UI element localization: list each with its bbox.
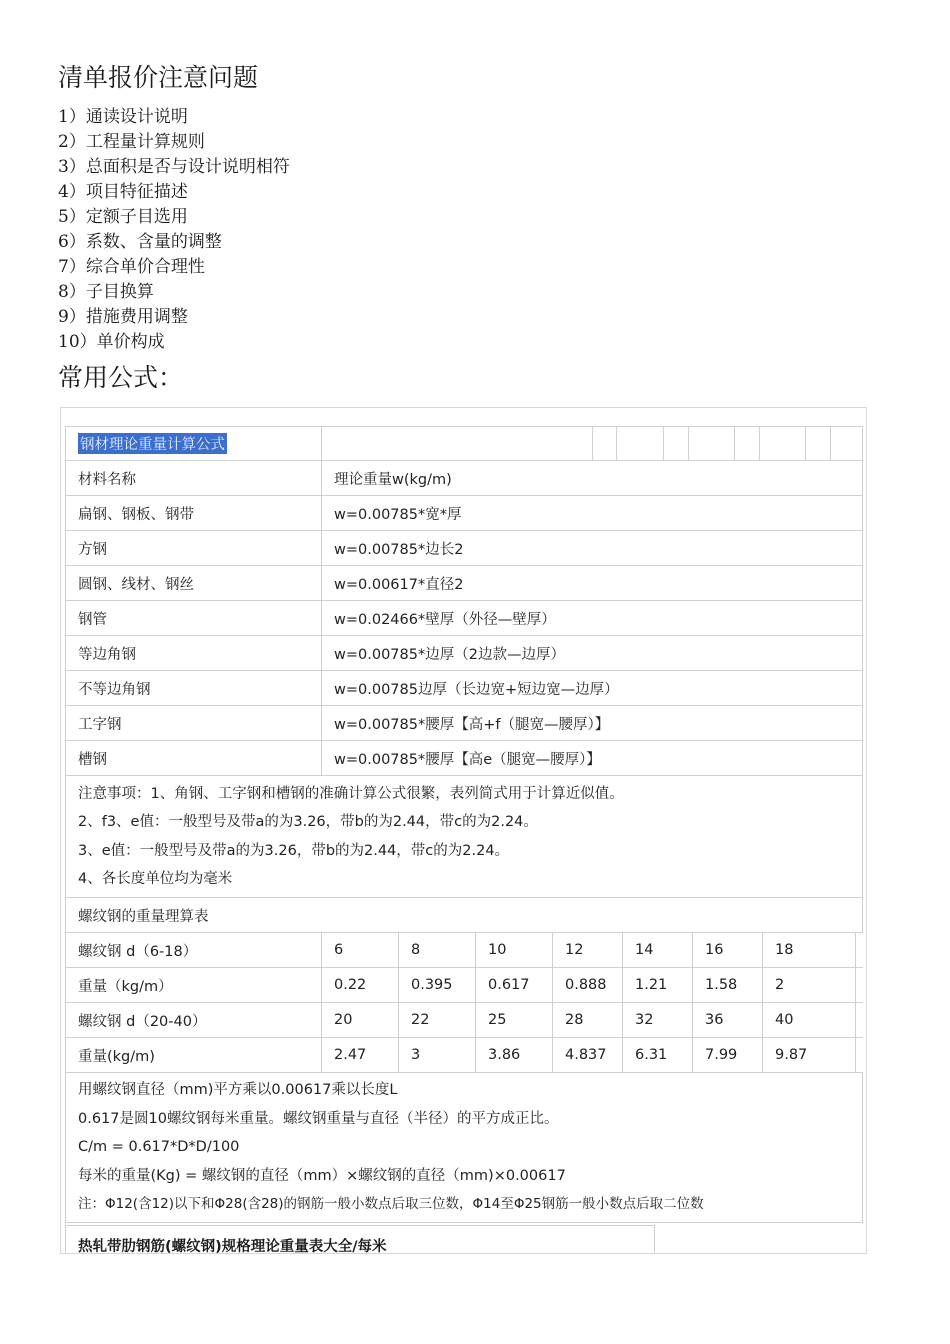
list-item: 5）定额子目选用 [58,207,188,227]
material-formula: w=0.00785*边厚（2边款—边厚） [321,636,863,670]
list-item: 10）单价构成 [58,332,165,352]
rebar-cell: 12 [552,933,622,967]
table-row [65,531,863,566]
material-name: 等边角钢 [65,636,321,670]
rebar-row [65,1003,863,1038]
rebar-cell: 36 [692,1003,762,1037]
rebar-cell: 3.86 [475,1038,552,1072]
table-header-row [65,461,863,496]
rebar-row [65,933,863,968]
rebar-cell: 20 [321,1003,398,1037]
rebar-cell: 18 [762,933,856,967]
note-line: 2、f3、e值：一般型号及带a的为3.26，带b的为2.44，带c的为2.24。 [78,814,538,830]
material-name: 槽钢 [65,741,321,775]
rebar-cell: 4.837 [552,1038,622,1072]
note-line: 0.617是圆10螺纹钢每米重量。螺纹钢重量与直径（半径）的平方成正比。 [78,1110,559,1127]
note-line: 用螺纹钢直径（mm)平方乘以0.00617乘以长度L [78,1082,398,1098]
rebar-row-label: 螺纹钢 d（20-40） [65,1003,321,1037]
material-name: 扁钢、钢板、钢带 [65,496,321,530]
rebar-cell: 25 [475,1003,552,1037]
rebar-row-label: 重量(kg/m) [65,1038,321,1072]
rebar-cell: 7.99 [692,1038,762,1072]
list-item: 1）通读设计说明 [58,107,188,127]
material-formula: w=0.00785*宽*厚 [321,496,863,530]
rebar-cell: 0.395 [398,968,475,1002]
rebar-title-row [65,898,863,933]
rebar-cell: 9.87 [762,1038,856,1072]
table-row [65,706,863,741]
note-line: 3、e值：一般型号及带a的为3.26，带b的为2.44，带c的为2.24。 [78,842,510,859]
rebar-notes [65,1073,863,1222]
material-formula: w=0.00785*腰厚【高+f（腿宽—腰厚）】 [321,706,863,740]
material-formula: w=0.00785*腰厚【高e（腿宽—腰厚）】 [321,741,863,775]
rebar-cell: 10 [475,933,552,967]
rebar-table-title: 螺纹钢的重量理算表 [65,898,863,932]
page-title: 清单报价注意问题 [58,63,259,92]
note-line: 4、各长度单位均为毫米 [78,871,233,887]
embedded-spreadsheet-image [60,407,867,1254]
rebar-spec-table-title: 热轧带肋钢筋(螺纹钢)规格理论重量表大全/每米 [65,1225,655,1254]
note-line: 注：Φ12(含12)以下和Φ28(含28)的钢筋一般小数点后取三位数，Φ14至Φ25钢筋一般小数点后取二位数 [78,1196,704,1212]
list-item: 6）系数、含量的调整 [58,232,222,252]
rebar-row [65,968,863,1003]
note-line: 每米的重量(Kg) = 螺纹钢的直径（mm）×螺纹钢的直径（mm)×0.00617 [78,1167,566,1184]
formulas-heading: 常用公式： [58,363,184,392]
table-row [65,741,863,776]
rebar-cell: 2.47 [321,1038,398,1072]
table-row [65,601,863,636]
list-item: 3）总面积是否与设计说明相符 [58,157,290,177]
rebar-cell: 28 [552,1003,622,1037]
table-title-row [65,426,863,461]
material-formula: w=0.02466*壁厚（外径—壁厚） [321,601,863,635]
list-item: 8）子目换算 [58,282,154,302]
column-header-formula: 理论重量w(kg/m) [321,461,863,495]
material-formula: w=0.00785*边长2 [321,531,863,565]
rebar-cell: 40 [762,1003,856,1037]
material-name: 钢管 [65,601,321,635]
list-item: 2）工程量计算规则 [58,132,205,152]
rebar-cell: 14 [622,933,692,967]
rebar-cell: 22 [398,1003,475,1037]
table-row [65,671,863,706]
list-item: 7）综合单价合理性 [58,257,205,277]
material-formula: w=0.00617*直径2 [321,566,863,600]
material-name: 工字钢 [65,706,321,740]
material-formula: w=0.00785边厚（长边宽+短边宽—边厚） [321,671,863,705]
rebar-row-label: 螺纹钢 d（6-18） [65,933,321,967]
note-line: C/m = 0.617*D*D/100 [78,1139,240,1155]
steel-table-title[interactable]: 钢材理论重量计算公式 [78,433,227,454]
rebar-cell: 32 [622,1003,692,1037]
rebar-cell: 3 [398,1038,475,1072]
table-row [65,496,863,531]
rebar-cell: 0.617 [475,968,552,1002]
notes-row [65,776,863,898]
steel-notes [65,776,863,897]
table-row [65,636,863,671]
list-item: 4）项目特征描述 [58,182,188,202]
material-name: 圆钢、线材、钢丝 [65,566,321,600]
rebar-cell: 1.58 [692,968,762,1002]
rebar-cell: 6.31 [622,1038,692,1072]
rebar-cell: 6 [321,933,398,967]
rebar-cell: 2 [762,968,856,1002]
rebar-row [65,1038,863,1073]
note-line: 注意事项：1、角钢、工字钢和槽钢的准确计算公式很繁，表列简式用于计算近似值。 [78,785,624,802]
material-name: 方钢 [65,531,321,565]
table-row [65,566,863,601]
rebar-cell: 0.22 [321,968,398,1002]
column-header-name: 材料名称 [65,461,321,495]
checklist [58,105,290,355]
rebar-notes-row [65,1073,863,1223]
rebar-cell: 8 [398,933,475,967]
rebar-cell: 16 [692,933,762,967]
list-item: 9）措施费用调整 [58,307,188,327]
rebar-row-label: 重量（kg/m） [65,968,321,1002]
rebar-cell: 0.888 [552,968,622,1002]
steel-weight-table [65,426,863,1223]
rebar-cell: 1.21 [622,968,692,1002]
material-name: 不等边角钢 [65,671,321,705]
